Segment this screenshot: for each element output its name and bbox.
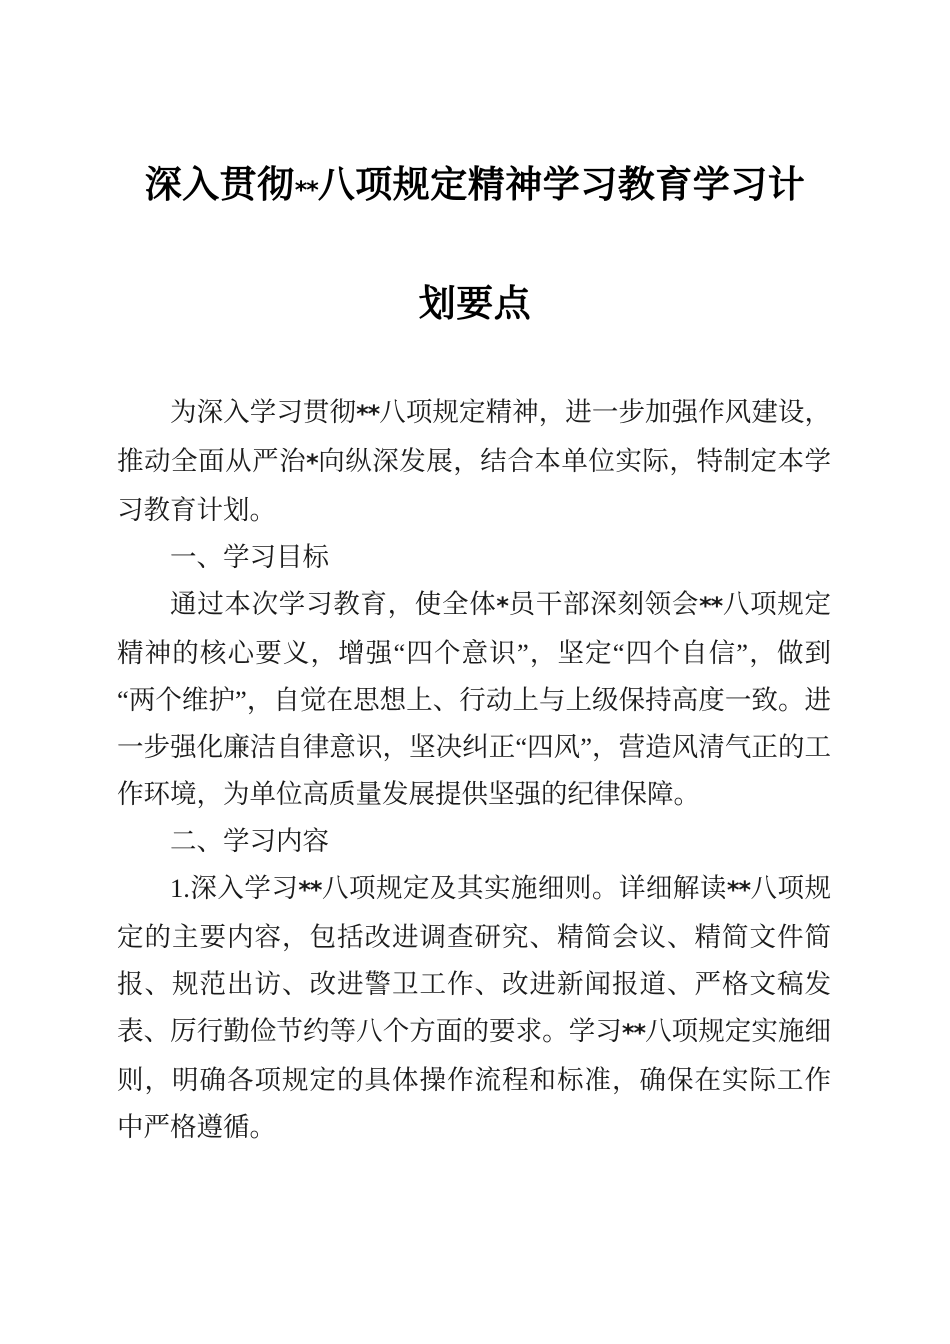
paragraph-section-1-body: 通过本次学习教育，使全体*员干部深刻领会**八项规定精神的核心要义，增强“四个意识”，坚定“四个自信”，做到“两个维护”，自觉在思想上、行动上与上级保持高度一致。进一步强化廉洁自律意识，坚决纠正“四风”，营造风清气正的工作环境，为单位高质量发展提供坚强的纪律保障。 [117, 589, 832, 809]
redacted-asterisk: ** [726, 876, 751, 904]
paragraph-section-2-item-1: 1.深入学习**八项规定及其实施细则。详细解读**八项规定的主要内容，包括改进调查研究、精简会议、精简文件简报、规范出访、改进警卫工作、改进新闻报道、严格文稿发表、厉行勤俭节约等八个方面的要求。学习**八项规定实施细则，明确各项规定的具体操作流程和标准，确保在实际工作中严格遵循。 [117, 873, 832, 1142]
redacted-asterisk: ** [699, 592, 723, 620]
document-body [117, 389, 831, 1151]
redacted-asterisk: * [306, 449, 318, 477]
heading-section-1: 一、学习目标 [170, 542, 329, 572]
document-title-line-2: 划要点 [418, 282, 532, 325]
redacted-asterisk: ** [298, 876, 322, 904]
document-title-line-1: 深入贯彻**八项规定精神学习教育学习计 [144, 163, 806, 206]
heading-section-2: 二、学习内容 [170, 826, 329, 856]
redacted-asterisk: ** [621, 1019, 645, 1047]
redacted-asterisk: * [496, 592, 508, 620]
redacted-asterisk: ** [356, 400, 380, 428]
redacted-asterisk: ** [294, 176, 318, 204]
document-title [0, 128, 950, 360]
paragraph-intro: 为深入学习贯彻**八项规定精神，进一步加强作风建设，推动全面从严治*向纵深发展，结合本单位实际，特制定本学习教育计划。 [117, 397, 832, 525]
